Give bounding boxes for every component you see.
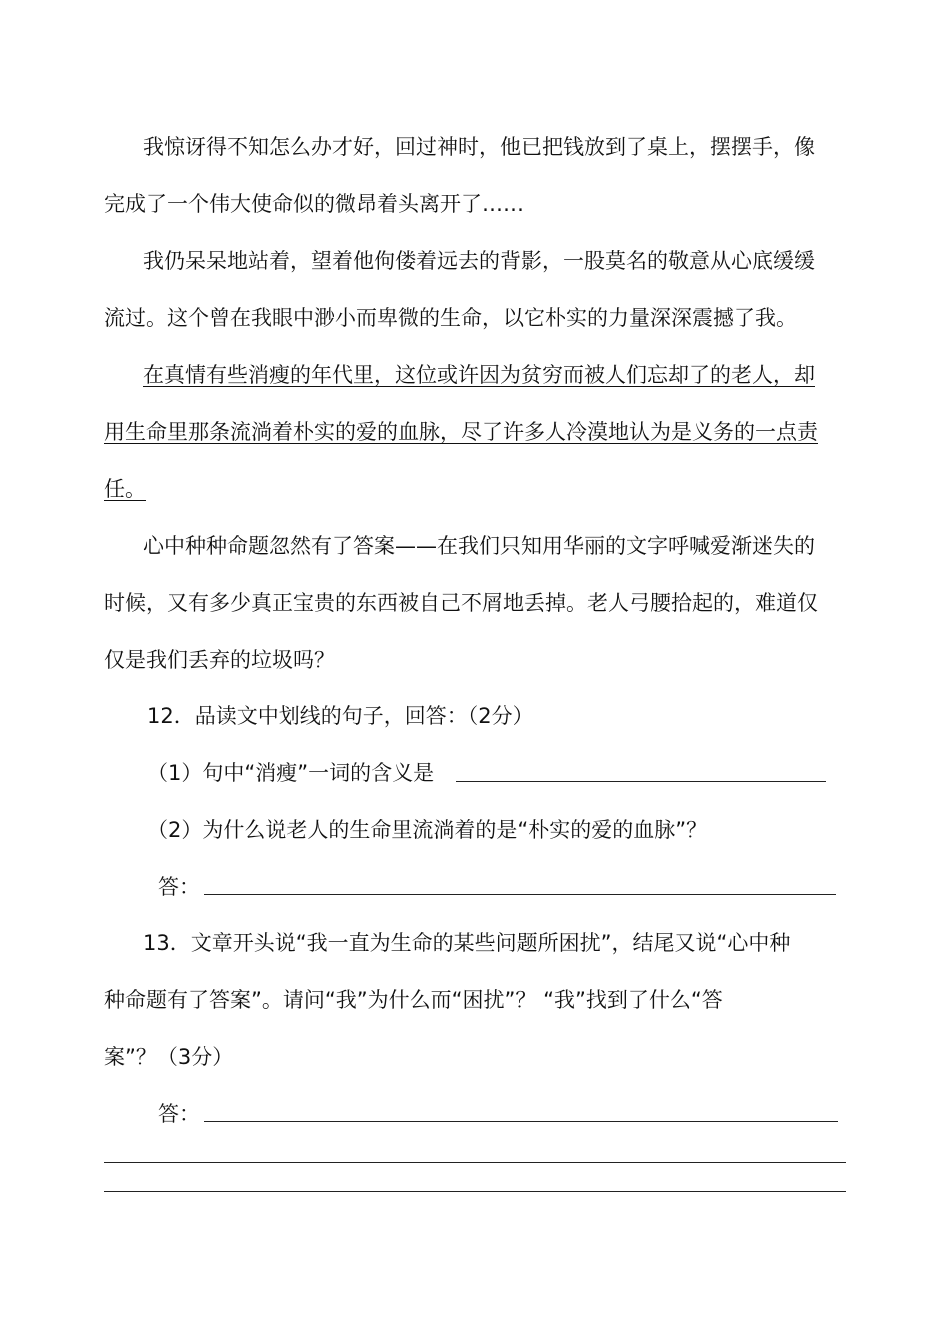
answer-line-13-1[interactable] [204, 1121, 838, 1122]
paragraph-2-line-2: 流过。这个曾在我眼中渺小而卑微的生命，以它朴实的力量深深震撼了我。 [104, 306, 797, 330]
paragraph-4-line-1: 心中种种命题忽然有了答案——在我们只知用华丽的文字呼喊爱渐迷失的 [143, 534, 815, 558]
answer-line-13-2[interactable] [104, 1162, 846, 1163]
paragraph-1-line-2: 完成了一个伟大使命似的微昂着头离开了…… [104, 192, 524, 216]
question-13-stem-line-2: 种命题有了答案”。请问“我”为什么而“困扰”？ “我”找到了什么“答 [104, 988, 723, 1012]
question-13-answer-label: 答： [158, 1102, 200, 1126]
paragraph-4-line-2: 时候，又有多少真正宝贵的东西被自己不屑地丢掉。老人弓腰拾起的，难道仅 [104, 591, 818, 615]
underlined-sentence-line-1: 在真情有些消瘦的年代里，这位或许因为贫穷而被人们忘却了的老人，却 [143, 363, 815, 387]
paragraph-4-line-3: 仅是我们丢弃的垃圾吗？ [104, 648, 335, 672]
question-13-stem-line-1: 13．文章开头说“我一直为生命的某些问题所困扰”，结尾又说“心中种 [143, 931, 791, 955]
answer-line-12-2[interactable] [204, 894, 836, 895]
question-12-answer-label: 答： [158, 875, 200, 899]
question-12-sub-1: （1）句中“消瘦”一词的含义是 [147, 761, 435, 785]
underlined-sentence-line-2: 用生命里那条流淌着朴实的爱的血脉，尽了许多人冷漠地认为是义务的一点责 [104, 420, 818, 444]
underlined-sentence-line-3: 任。 [104, 477, 146, 501]
question-12-sub-2: （2）为什么说老人的生命里流淌着的是“朴实的爱的血脉”？ [147, 818, 708, 842]
question-13-stem-line-3: 案”？（3分） [104, 1045, 234, 1069]
answer-line-13-3[interactable] [104, 1191, 846, 1192]
paragraph-2-line-1: 我仍呆呆地站着，望着他佝偻着远去的背影，一股莫名的敬意从心底缓缓 [143, 249, 815, 273]
answer-blank-12-1[interactable] [456, 781, 826, 782]
paragraph-1-line-1: 我惊讶得不知怎么办才好，回过神时，他已把钱放到了桌上，摆摆手，像 [143, 135, 815, 159]
question-12-stem: 12．品读文中划线的句子，回答：（2分） [147, 704, 534, 728]
